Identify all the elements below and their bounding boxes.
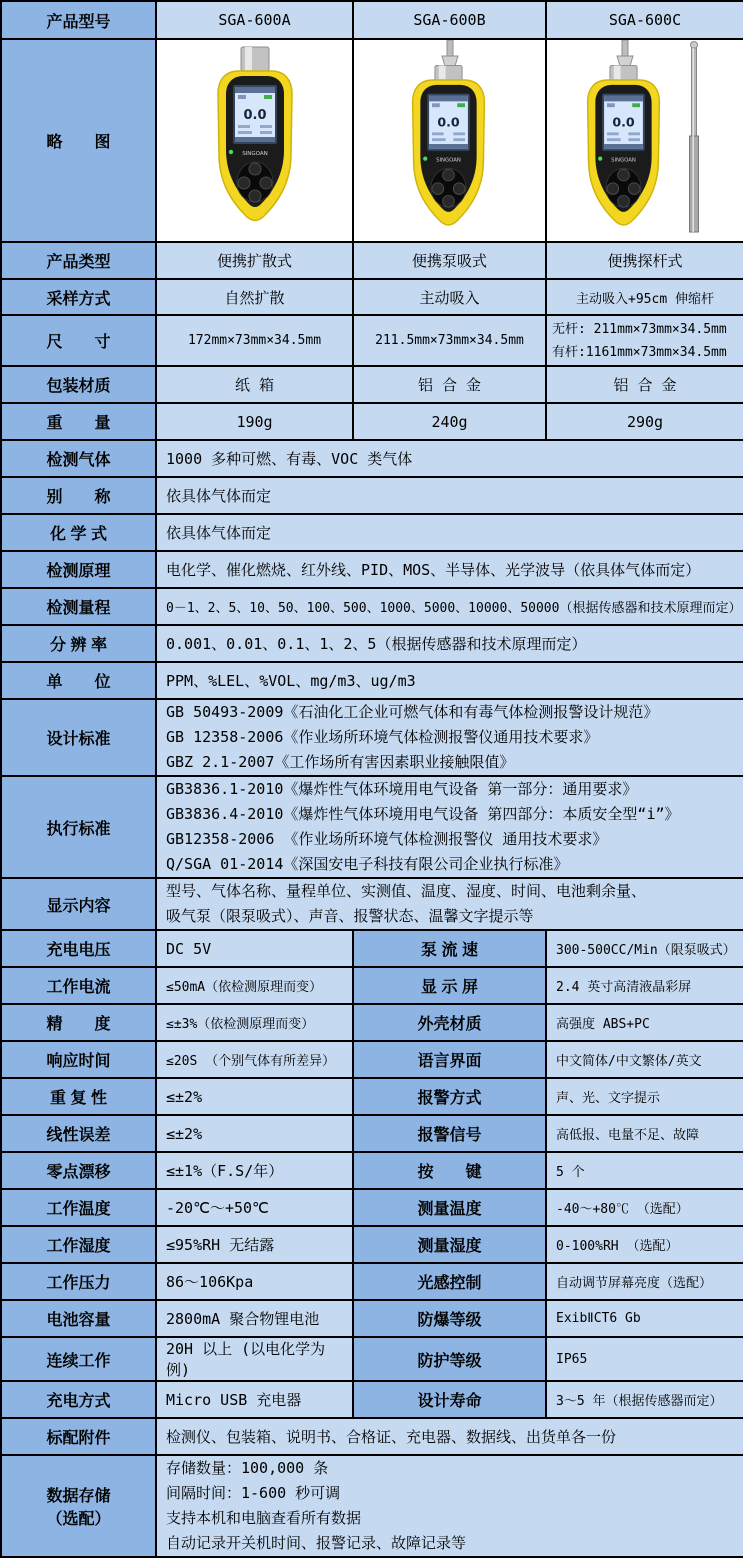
size-c-with-rod: 有杆:1161mm×73mm×34.5mm (552, 344, 727, 360)
row-pair (1, 1152, 743, 1189)
screen-info-line (628, 132, 640, 135)
row-pair (1, 1226, 743, 1263)
probe-cone (442, 56, 458, 66)
brand-text: SINGOAN (435, 157, 461, 164)
screen-statusbar (235, 137, 275, 142)
unit-value: PPM、%LEL、%VOL、mg/m3、ug/m3 (156, 662, 743, 699)
standard-line: GB12358-2006 《作业场所环境气体检测报警仪 通用技术要求》 (166, 830, 608, 848)
speaker-icon (432, 103, 440, 107)
pair-value-1: ≤±2% (156, 1115, 353, 1152)
screen-info-line (238, 131, 252, 134)
packaging-a: 纸 箱 (156, 366, 353, 403)
row-label: 重 量 (1, 403, 156, 440)
speaker-icon (238, 95, 246, 99)
row-label: 化 学 式 (1, 514, 156, 551)
pair-label-1: 电池容量 (1, 1300, 156, 1337)
pair-value-1: ≤95%RH 无结露 (156, 1226, 353, 1263)
pair-value-2: 自动调节屏幕亮度（选配） (546, 1263, 743, 1300)
enter-button (618, 195, 630, 207)
pair-value-2: ExibⅡCT6 Gb (546, 1300, 743, 1337)
pair-value-2: -40～+80℃ （选配） (546, 1189, 743, 1226)
screen-info-line (607, 138, 621, 141)
battery-icon (632, 103, 640, 107)
type-a: 便携扩散式 (156, 242, 353, 279)
row-alias (1, 477, 743, 514)
row-pair (1, 1381, 743, 1418)
row-pair (1, 930, 743, 967)
screen-info-line (453, 138, 465, 141)
standard-line: GBZ 2.1-2007《工作场所有害因素职业接触限值》 (166, 753, 515, 771)
telescopic-rod-tip (691, 42, 698, 49)
led-indicator (598, 156, 602, 160)
menu-button (618, 169, 630, 181)
sampling-c: 主动吸入+95cm 伸缩杆 (546, 279, 743, 315)
pump-probe-icon (447, 40, 453, 56)
weight-a: 190g (156, 403, 353, 440)
device-image-cell-c (546, 39, 743, 242)
pair-value-2: 中文简体/中文繁体/英文 (546, 1041, 743, 1078)
pair-value-2: 0-100%RH （选配） (546, 1226, 743, 1263)
led-indicator (228, 150, 232, 154)
screen-reading: 0.0 (612, 114, 635, 130)
device-image-sga-600b (400, 40, 500, 236)
screen-info-line (453, 132, 465, 135)
storage-line: 自动记录开关机时间、报警记录、故障记录等 (166, 1534, 467, 1552)
sampling-b: 主动吸入 (353, 279, 546, 315)
device-image-sga-600a (205, 42, 305, 234)
battery-icon (457, 103, 465, 107)
type-c: 便携探杆式 (546, 242, 743, 279)
pair-value-2: 高强度 ABS+PC (546, 1004, 743, 1041)
pair-label-2: 防护等级 (353, 1337, 546, 1381)
probe-cone (617, 56, 633, 66)
pair-label-1: 线性误差 (1, 1115, 156, 1152)
row-label: 显示内容 (1, 878, 156, 930)
row-label: 单 位 (1, 662, 156, 699)
row-design-standard (1, 699, 743, 776)
pair-label-2: 报警信号 (353, 1115, 546, 1152)
pair-label-1: 工作湿度 (1, 1226, 156, 1263)
range-value: 0－1、2、5、10、50、100、500、1000、5000、10000、50000（根据传感器和技术原理而定） (156, 588, 743, 625)
pair-label-2: 显 示 屏 (353, 967, 546, 1004)
row-label: 检测量程 (1, 588, 156, 625)
sensor-cap-highlight (614, 65, 621, 81)
principle-value: 电化学、催化燃烧、红外线、PID、MOS、半导体、光学波导（依具体气体而定） (156, 551, 743, 588)
pair-label-2: 泵 流 速 (353, 930, 546, 967)
led-indicator (423, 156, 427, 160)
accessories-value: 检测仪、包装箱、说明书、合格证、充电器、数据线、出货单各一份 (156, 1418, 743, 1455)
row-exec-standard (1, 776, 743, 878)
pair-value-2: 2.4 英寸高清液晶彩屏 (546, 967, 743, 1004)
pair-value-2: 5 个 (546, 1152, 743, 1189)
model-name-a: SGA-600A (156, 1, 353, 39)
pair-value-1: -20℃～+50℃ (156, 1189, 353, 1226)
pair-label-1: 响应时间 (1, 1041, 156, 1078)
size-c (546, 315, 743, 366)
device-image-cell-b (353, 39, 546, 242)
pair-label-2: 报警方式 (353, 1078, 546, 1115)
storage-line: 存储数量：100,000 条 (166, 1459, 329, 1477)
screen-info-line (260, 125, 272, 128)
size-c-without-rod: 无杆: 211mm×73mm×34.5mm (552, 321, 727, 337)
row-accessories (1, 1418, 743, 1455)
screen-info-line (432, 138, 446, 141)
right-button (453, 183, 465, 195)
sketch-label: 略 图 (1, 39, 156, 242)
pair-value-1: ≤50mA（依检测原理而变） (156, 967, 353, 1004)
row-label: 设计标准 (1, 699, 156, 776)
resolution-value: 0.001、0.01、0.1、1、2、5（根据传感器和技术原理而定） (156, 625, 743, 662)
pair-label-1: 工作压力 (1, 1263, 156, 1300)
menu-button (442, 169, 454, 181)
sensor-cap-highlight (245, 47, 252, 71)
storage-label-line1: 数据存储 (46, 1488, 111, 1505)
standard-line: Q/SGA 01-2014《深国安电子科技有限公司企业执行标准》 (166, 855, 569, 873)
row-label: 检测气体 (1, 440, 156, 477)
pair-label-1: 充电电压 (1, 930, 156, 967)
pair-value-1: 2800mA 聚合物锂电池 (156, 1300, 353, 1337)
screen-statusbar (604, 144, 643, 149)
sampling-a: 自然扩散 (156, 279, 353, 315)
pair-label-2: 设计寿命 (353, 1381, 546, 1418)
pair-value-1: ≤±3%（依检测原理而变） (156, 1004, 353, 1041)
design-standard-value (156, 699, 743, 776)
screen-info-line (628, 138, 640, 141)
header-label: 产品型号 (1, 1, 156, 39)
row-pair (1, 1115, 743, 1152)
pair-label-2: 外壳材质 (353, 1004, 546, 1041)
row-principle (1, 551, 743, 588)
exec-standard-value (156, 776, 743, 878)
formula-value: 依具体气体而定 (156, 514, 743, 551)
left-button (432, 183, 444, 195)
brand-text: SINGOAN (611, 157, 636, 164)
pair-value-1: ≤20S （个别气体有所差异） (156, 1041, 353, 1078)
battery-icon (264, 95, 272, 99)
pair-label-2: 防爆等级 (353, 1300, 546, 1337)
row-unit (1, 662, 743, 699)
row-sampling (1, 279, 743, 315)
screen-titlebar (604, 96, 643, 102)
pair-value-2: 声、光、文字提示 (546, 1078, 743, 1115)
pair-label-1: 工作温度 (1, 1189, 156, 1226)
standard-line: GB 12358-2006《作业场所环境气体检测报警仪通用技术要求》 (166, 728, 599, 746)
pair-label-1: 精 度 (1, 1004, 156, 1041)
standard-line: GB3836.4-2010《爆炸性气体环境用电气设备 第四部分：本质安全型“i”》 (166, 805, 680, 823)
pair-label-2: 测量温度 (353, 1189, 546, 1226)
packaging-c: 铝 合 金 (546, 366, 743, 403)
model-name-c: SGA-600C (546, 1, 743, 39)
pair-label-1: 重 复 性 (1, 1078, 156, 1115)
pair-label-2: 光感控制 (353, 1263, 546, 1300)
display-line: 吸气泵（限泵吸式）、声音、报警状态、温馨文字提示等 (166, 907, 534, 925)
gas-value: 1000 多种可燃、有毒、VOC 类气体 (156, 440, 743, 477)
enter-button (249, 190, 261, 202)
header-row (1, 1, 743, 39)
pair-value-2: 3～5 年（根据传感器而定） (546, 1381, 743, 1418)
right-button (260, 177, 272, 189)
row-label: 执行标准 (1, 776, 156, 878)
size-b: 211.5mm×73mm×34.5mm (353, 315, 546, 366)
row-formula (1, 514, 743, 551)
pair-label-1: 工作电流 (1, 967, 156, 1004)
row-pair (1, 1041, 743, 1078)
standard-line: GB3836.1-2010《爆炸性气体环境用电气设备 第一部分：通用要求》 (166, 780, 638, 798)
screen-info-line (238, 125, 250, 128)
screen-info-line (260, 131, 272, 134)
row-pair (1, 1004, 743, 1041)
storage-label-line2: （选配） (46, 1511, 111, 1528)
pair-value-1: DC 5V (156, 930, 353, 967)
type-b: 便携泵吸式 (353, 242, 546, 279)
device-image-sga-600c (579, 40, 711, 236)
pair-value-1: ≤±1%（F.S/年） (156, 1152, 353, 1189)
pump-probe-icon (622, 40, 628, 56)
row-label: 采样方式 (1, 279, 156, 315)
speaker-icon (607, 103, 615, 107)
row-packaging (1, 366, 743, 403)
pair-label-2: 语言界面 (353, 1041, 546, 1078)
row-product-type (1, 242, 743, 279)
pair-label-1: 充电方式 (1, 1381, 156, 1418)
row-resolution (1, 625, 743, 662)
row-label: 产品类型 (1, 242, 156, 279)
row-gas (1, 440, 743, 477)
storage-line: 支持本机和电脑查看所有数据 (166, 1509, 362, 1527)
screen-titlebar (235, 87, 275, 93)
model-name-b: SGA-600B (353, 1, 546, 39)
row-pair (1, 1189, 743, 1226)
weight-b: 240g (353, 403, 546, 440)
sketch-row (1, 39, 743, 242)
pair-value-2: 高低报、电量不足、故障 (546, 1115, 743, 1152)
alias-value: 依具体气体而定 (156, 477, 743, 514)
pair-label-1: 连续工作 (1, 1337, 156, 1381)
row-size (1, 315, 743, 366)
row-label: 尺 寸 (1, 315, 156, 366)
device-image-cell-a (156, 39, 353, 242)
sensor-cap-highlight (438, 65, 445, 81)
row-pair (1, 1078, 743, 1115)
row-pair (1, 1300, 743, 1337)
screen-statusbar (429, 144, 468, 149)
row-pair (1, 1263, 743, 1300)
pair-label-2: 按 键 (353, 1152, 546, 1189)
screen-reading: 0.0 (436, 114, 460, 130)
screen-info-line (607, 132, 619, 135)
pair-label-1: 零点漂移 (1, 1152, 156, 1189)
right-button (628, 183, 640, 195)
storage-line: 间隔时间：1-600 秒可调 (166, 1484, 341, 1502)
enter-button (442, 195, 454, 207)
pair-value-1: Micro USB 充电器 (156, 1381, 353, 1418)
row-range (1, 588, 743, 625)
pair-value-2: IP65 (546, 1337, 743, 1381)
pair-value-1: ≤±2% (156, 1078, 353, 1115)
standard-line: GB 50493-2009《石油化工企业可燃气体和有毒气体检测报警设计规范》 (166, 703, 659, 721)
row-pair (1, 967, 743, 1004)
left-button (238, 177, 250, 189)
pair-label-2: 测量湿度 (353, 1226, 546, 1263)
row-label: 别 称 (1, 477, 156, 514)
display-line: 型号、气体名称、量程单位、实测值、温度、湿度、时间、电池剩余量、 (166, 882, 647, 900)
screen-titlebar (429, 96, 468, 102)
row-pair (1, 1337, 743, 1381)
row-label: 分 辨 率 (1, 625, 156, 662)
screen-info-line (432, 132, 444, 135)
pair-value-2: 300-500CC/Min（限泵吸式） (546, 930, 743, 967)
telescopic-rod-highlight (693, 48, 695, 232)
menu-button (249, 163, 261, 175)
row-label: 包装材质 (1, 366, 156, 403)
display-content-value (156, 878, 743, 930)
size-a: 172mm×73mm×34.5mm (156, 315, 353, 366)
pair-value-1: 86～106Kpa (156, 1263, 353, 1300)
row-label: 标配附件 (1, 1418, 156, 1455)
left-button (607, 183, 619, 195)
pair-value-1: 20H 以上 (以电化学为例) (156, 1337, 353, 1381)
row-label: 检测原理 (1, 551, 156, 588)
brand-text: SINGOAN (241, 151, 268, 157)
screen-reading: 0.0 (242, 108, 267, 123)
weight-c: 290g (546, 403, 743, 440)
row-weight (1, 403, 743, 440)
packaging-b: 铝 合 金 (353, 366, 546, 403)
row-display-content (1, 878, 743, 930)
